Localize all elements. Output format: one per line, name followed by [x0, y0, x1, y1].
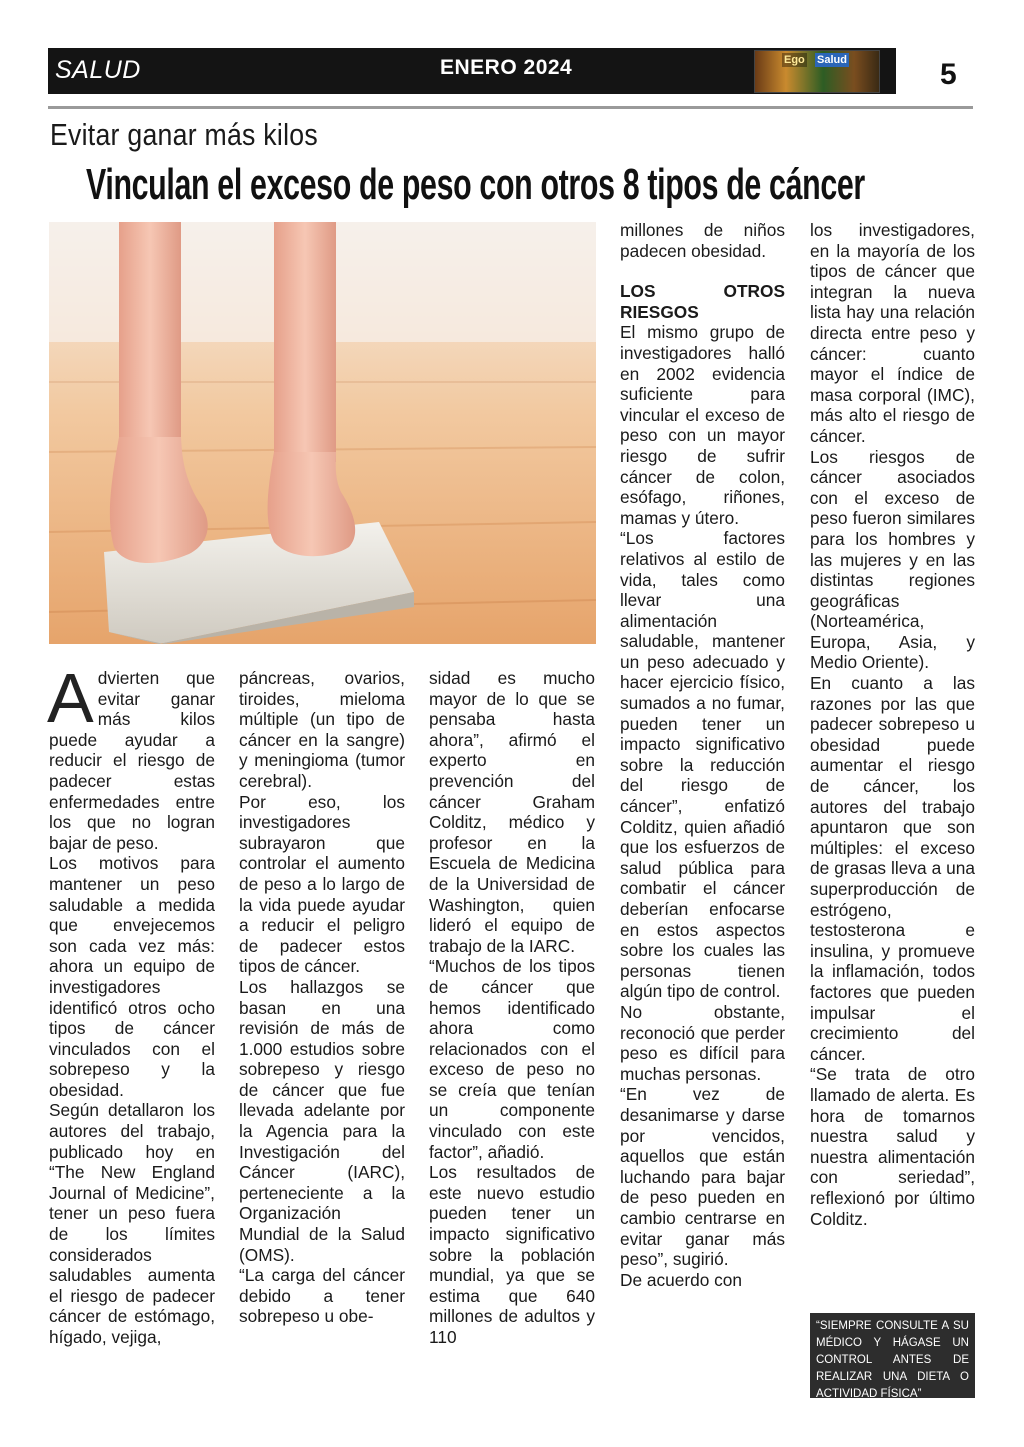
page-number: 5: [940, 58, 957, 91]
publication-logo: [754, 50, 880, 93]
page-number-box: [896, 48, 973, 94]
paragraph: dvierten que evitar ganar más kilos puede ayudar a reducir el riesgo de padecer estas enfermedades entre los que no logran bajar de peso.: [49, 668, 215, 853]
paragraph: millones de niños padecen obesidad.: [620, 220, 785, 261]
paragraph: Los resultados de este nuevo estudio pueden tener un impacto significativo sobre la población mundial, ya que se estima que 640 millones de adultos y 110: [429, 1162, 595, 1347]
section-subheading-line2: RIESGOS: [620, 301, 699, 322]
health-advice-callout: “SIEMPRE CONSULTE A SU MÉDICO Y HÁGASE UN CONTROL ANTES DE REALIZAR UNA DIETA O ACTIVIDAD FÍSICA”: [810, 1313, 975, 1398]
paragraph: “La carga del cáncer debido a tener sobrepeso u obe-: [239, 1265, 405, 1327]
paragraph: El mismo grupo de investigadores halló en 2002 evidencia suficiente para vincular el exceso de peso con un mayor riesgo de sufrir cáncer de colon, esófago, riñones, mamas y útero.: [620, 322, 785, 528]
paragraph: Los motivos para mantener un peso saludable a medida que envejecemos son cada vez más: ahora un equipo de investigadores identificó otros ocho tipos de cáncer vinculados con el sobrepeso y la obesidad.: [49, 853, 215, 1100]
paragraph: sidad es mucho mayor de lo que se pensaba hasta ahora”, afirmó el experto en prevención del cáncer Graham Colditz, médico y profesor en la Escuela de Medicina de la Universidad de Washington, quien lideró el equipo de trabajo de la IARC.: [429, 668, 595, 956]
logo-text-right: Salud: [817, 54, 847, 66]
issue-date: ENERO 2024: [440, 56, 573, 79]
section-subheading: LOS OTROS: [620, 281, 785, 302]
paragraph: No obstante, reconoció que perder peso es difícil para muchas personas.: [620, 1001, 785, 1084]
paragraph: “Se trata de otro llamado de alerta. Es hora de tomarnos nuestra salud y nuestra alimentación con seriedad”, reflexionó por último Colditz.: [810, 1064, 975, 1229]
paragraph: los investigadores, en la mayoría de los tipos de cáncer que integran la nueva lista hay una relación directa entre peso y cáncer: cuanto mayor el índice de masa corporal (IMC), más alto el riesgo de cáncer.: [810, 220, 975, 446]
paragraph: Los riesgos de cáncer asociados con el exceso de peso fueron similares para los hombres y las mujeres y en las distintas regiones geográficas (Norteamérica, Europa, Asia, y Medio Oriente).: [810, 446, 975, 673]
article-column-4: [620, 220, 785, 1290]
paragraph: “Muchos de los tipos de cáncer que hemos identificado ahora como relacionados con el exceso de peso no se creía que tenían un componente vinculado con este factor”, añadió.: [429, 956, 595, 1162]
paragraph: páncreas, ovarios, tiroides, mieloma múltiple (un tipo de cáncer en la sangre) y meningioma (tumor cerebral).: [239, 668, 405, 791]
article-column-1: [47, 659, 215, 1348]
article-column-3: [429, 668, 595, 1348]
article-photo-feet-on-scale: [49, 222, 596, 644]
section-label: SALUD: [55, 56, 141, 84]
article-kicker: Evitar ganar más kilos: [50, 117, 318, 152]
logo-text-left: Ego: [784, 54, 805, 66]
paragraph: “Los factores relativos al estilo de vida, tales como llevar una alimentación saludable, mantener un peso adecuado y hacer ejercicio físico, sumados a no fumar, pueden tener un impacto significativo sobre la reducción del riesgo de cáncer”, enfatizó Colditz, quien añadió que los esfuerzos de salud pública para combatir el cáncer deberían enfocarse en estos aspectos sobre los cuales las personas tienen algún tipo de control.: [620, 528, 785, 1002]
paragraph: Los hallazgos se basan en una revisión de más de 1.000 estudios sobre sobrepeso y riesgo de cáncer que fue llevada adelante por la Agencia para la Investigación del Cáncer (IARC), perteneciente a la Organización Mundial de la Salud (OMS).: [239, 976, 405, 1265]
drop-cap: A: [47, 659, 94, 737]
paragraph: En cuanto a las razones por las que padecer sobrepeso u obesidad puede aumentar el riesgo de cáncer, los autores del trabajo apuntaron que son múltiples: el exceso de grasas lleva a una superproducción de estrógeno, testosterona e insulina, y promueve la inflamación, todos factores que pueden impulsar el crecimiento del cáncer.: [810, 673, 975, 1064]
article-headline: Vinculan el exceso de peso con otros 8 tipos de cáncer: [86, 160, 865, 209]
paragraph: Por eso, los investigadores subrayaron que controlar el aumento de peso a lo largo de la vida puede ayudar a reducir el peligro de padecer estos tipos de cáncer.: [239, 791, 405, 977]
paragraph: De acuerdo con: [620, 1269, 743, 1290]
article-column-2: [239, 668, 405, 1327]
header-divider: [48, 106, 973, 109]
paragraph: “En vez de desanimarse y darse por vencidos, aquellos que están luchando para bajar de peso pueden en cambio centrarse en evitar ganar más peso”, sugirió.: [620, 1084, 785, 1270]
article-column-5: [810, 220, 975, 1229]
paragraph: Según detallaron los autores del trabajo, publicado hoy en “The New England Journal of Medicine”, tener un peso fuera de los límites considerados saludables aumenta el riesgo de padecer cáncer de estómago, hígado, vejiga,: [49, 1100, 215, 1347]
